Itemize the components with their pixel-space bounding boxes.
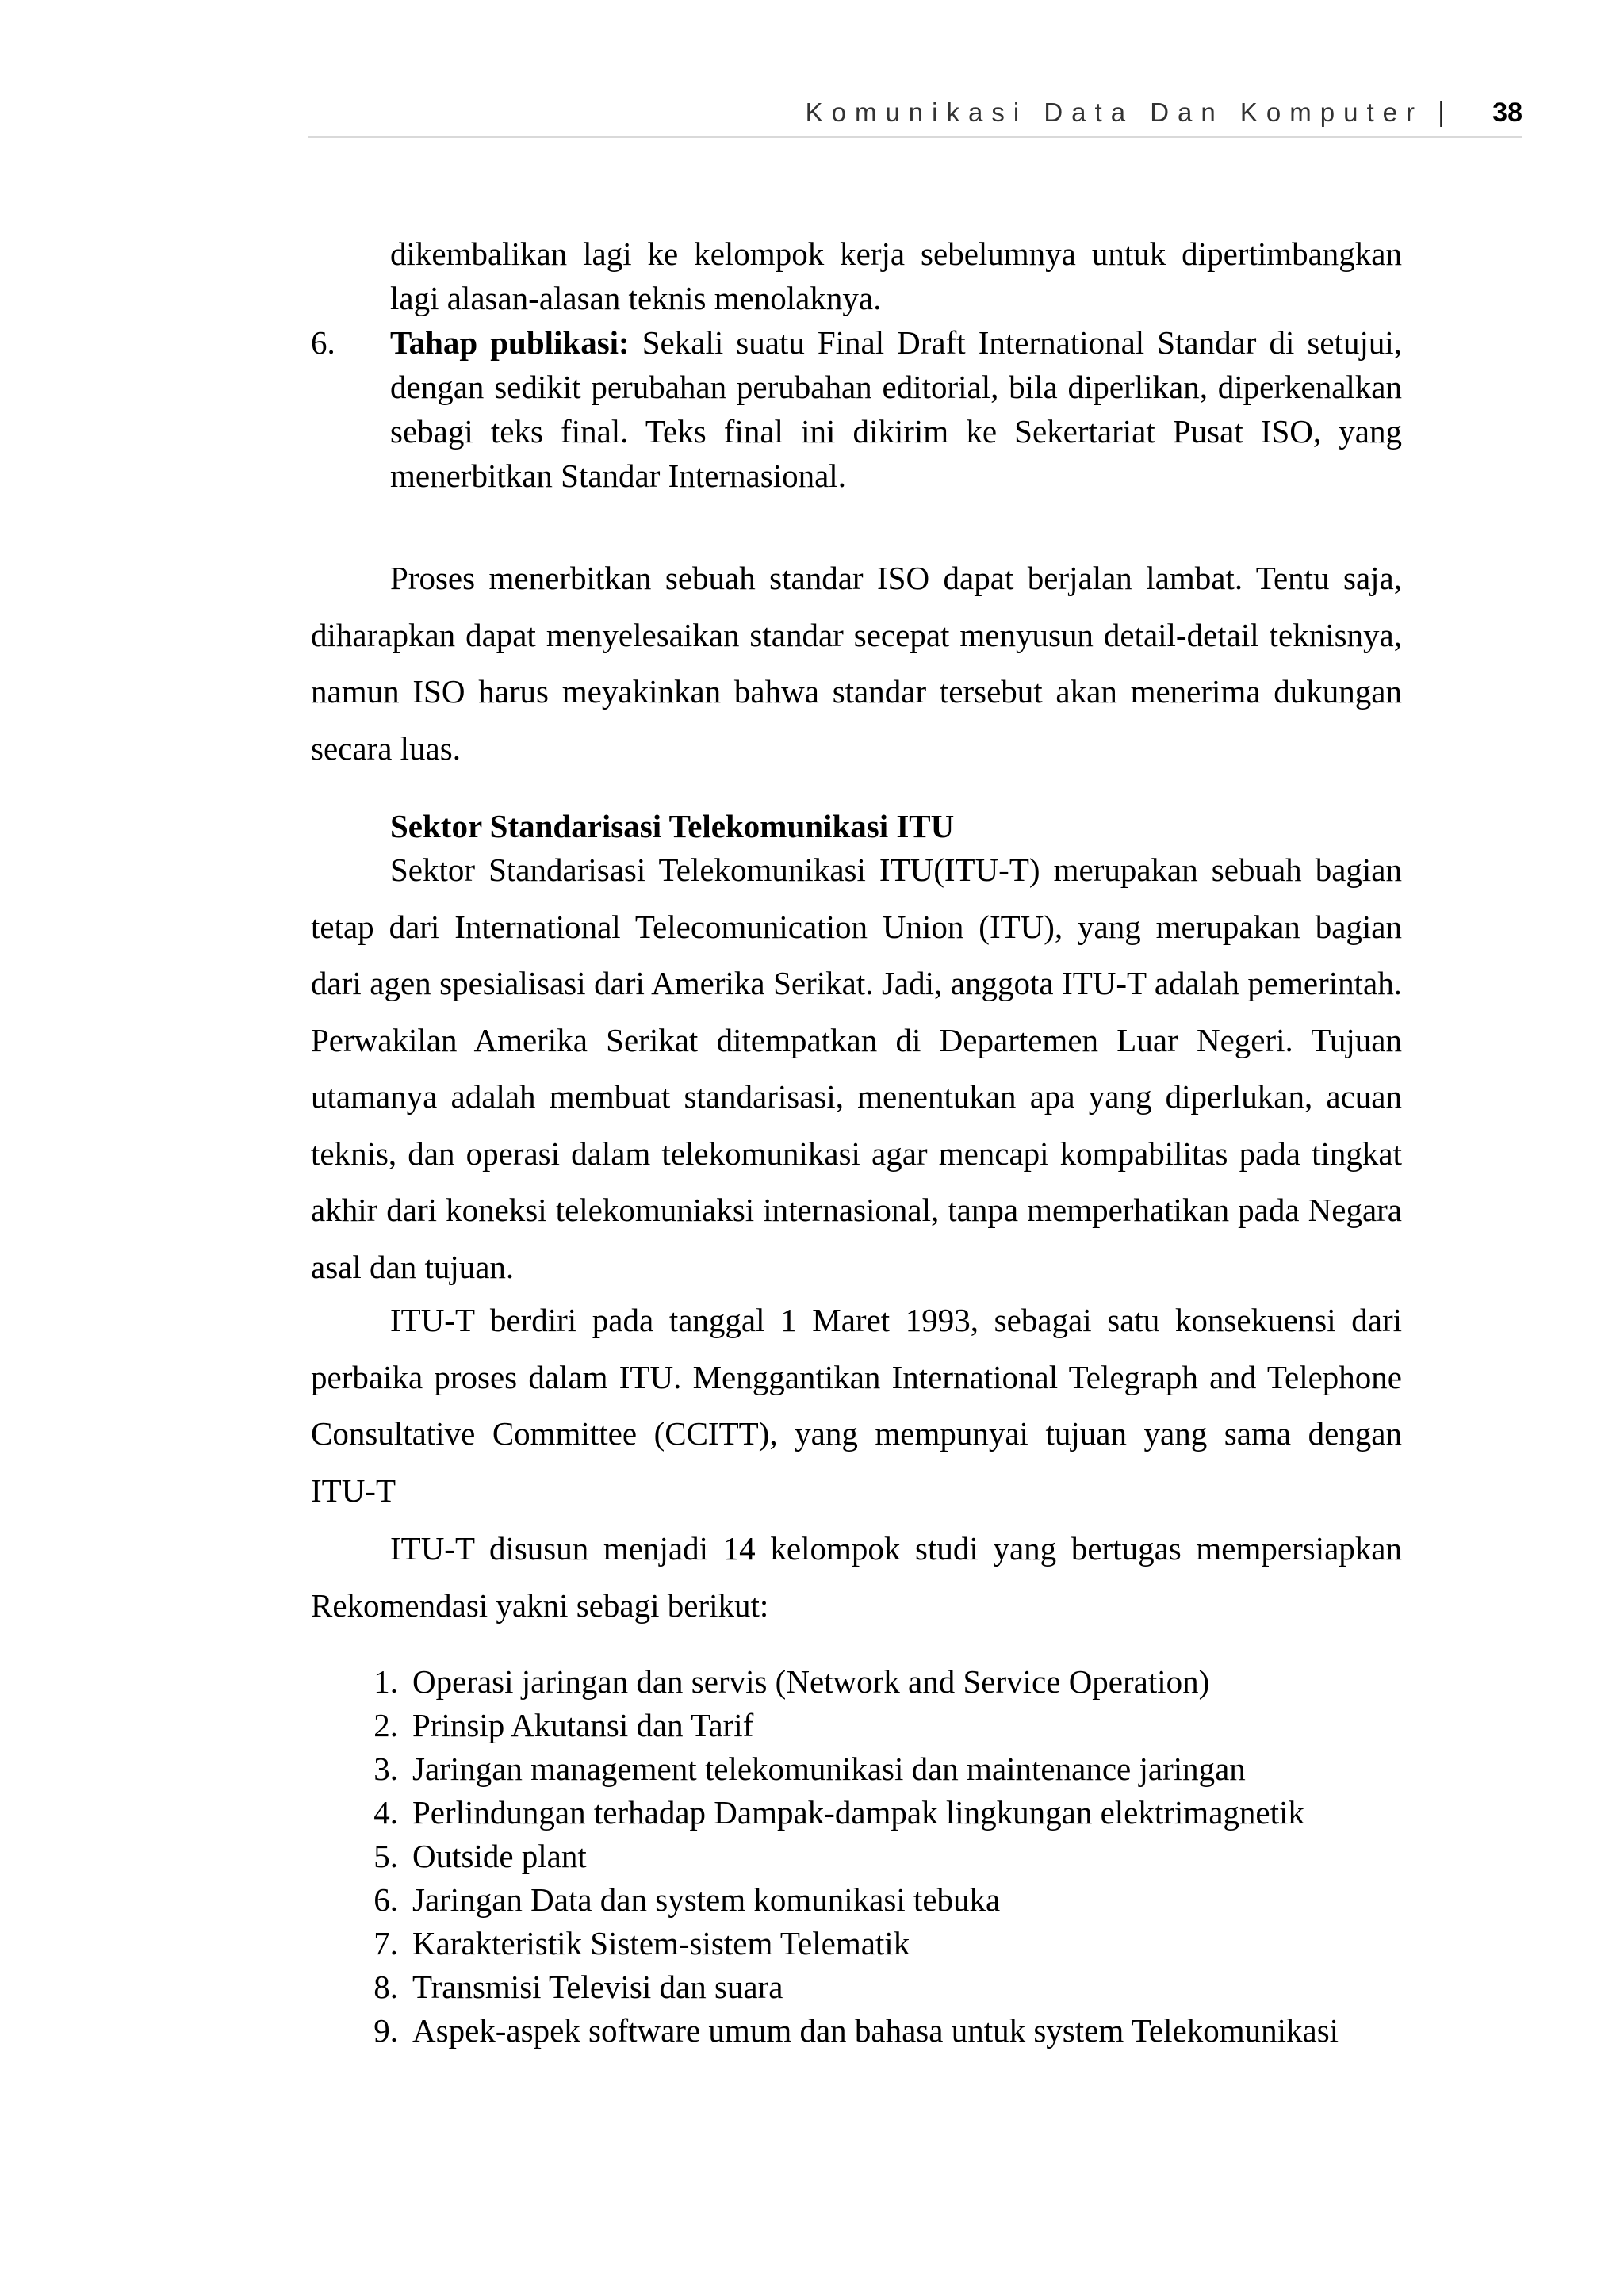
paragraph-itu-1: Sektor Standarisasi Telekomunikasi ITU(ITU-T) merupakan sebuah bagian tetap dari International Telecomunication Union (ITU), yang merupakan bagian dari agen spesialisasi dari Amerika Serikat. Jadi, anggota ITU-T adalah pemerintah. Perwakilan Amerika Serikat ditempatkan di Departemen Luar Negeri. Tujuan utamanya adalah membuat standarisasi, menentukan apa yang diperlukan, acuan teknis, dan operasi dalam telekomunikasi agar mencapi kompabilitas pada tingkat akhir dari koneksi telekomuniaksi internasional, tanpa memperhatikan pada Negara asal dan tujuan.	[311, 851, 1402, 1285]
paragraph-iso: Proses menerbitkan sebuah standar ISO dapat berjalan lambat. Tentu saja, diharapkan dapat menyelesaikan standar secepat menyusun detail-detail teknisnya, namun ISO harus meyakinkan bahwa standar tersebut akan menerima dukungan secara luas.	[311, 560, 1402, 767]
list-item-6	[311, 320, 1402, 498]
list-item-number: 8.	[373, 1969, 398, 2005]
list-item	[358, 1791, 1469, 1835]
list-item-text: Aspek-aspek software umum dan bahasa untuk system Telekomunikasi	[412, 2012, 1339, 2049]
list-item	[358, 1965, 1469, 2009]
list-item	[358, 1835, 1469, 1878]
continuation-text: dikembalikan lagi ke kelompok kerja sebelumnya untuk dipertimbangkan lagi alasan-alasan teknis menolaknya.	[390, 235, 1402, 316]
list-item-text: Prinsip Akutansi dan Tarif	[412, 1707, 754, 1743]
list-item-text: Sekali suatu Final Draft International Standar di setujui, dengan sedikit perubahan perubahan editorial, bila diperlikan, diperkenalkan sebagi teks final. Teks final ini dikirim ke Sekertariat Pusat ISO, yang menerbitkan Standar Internasional.	[390, 324, 1402, 494]
list-item-text: Karakteristik Sistem-sistem Telematik	[412, 1925, 910, 1961]
study-group-list	[358, 1660, 1469, 2053]
list-item-text: Perlindungan terhadap Dampak-dampak lingkungan elektrimagnetik	[412, 1794, 1304, 1831]
list-item-number: 4.	[373, 1794, 398, 1831]
running-header	[308, 95, 1522, 138]
list-item-number: 2.	[373, 1707, 398, 1743]
list-item-number: 5.	[373, 1838, 398, 1874]
list-item	[358, 1878, 1469, 1922]
list-item	[358, 2009, 1469, 2053]
header-separator: |	[1438, 98, 1445, 128]
list-item-number: 6.	[311, 324, 335, 361]
list-item	[358, 1922, 1469, 1965]
paragraph-itu-3: ITU-T disusun menjadi 14 kelompok studi yang bertugas mempersiapkan Rekomendasi yakni sebagi berikut:	[311, 1530, 1402, 1624]
list-item-number: 9.	[373, 2012, 398, 2049]
list-item-text: Outside plant	[412, 1838, 587, 1874]
list-item	[358, 1747, 1469, 1791]
paragraph-itu-2: ITU-T berdiri pada tanggal 1 Maret 1993, sebagai satu konsekuensi dari perbaika proses dalam ITU. Menggantikan International Telegraph and Telephone Consultative Committee (CCITT), yang mempunyai tujuan yang sama dengan ITU-T	[311, 1302, 1402, 1509]
list-item-text: Jaringan Data dan system komunikasi tebuka	[412, 1881, 1001, 1918]
list-item-number: 7.	[373, 1925, 398, 1961]
list-item	[358, 1660, 1469, 1704]
list-item-body	[390, 320, 1402, 498]
list-item-text: Jaringan management telekomunikasi dan maintenance jaringan	[412, 1751, 1246, 1787]
list-item-text: Operasi jaringan dan servis (Network and Service Operation)	[412, 1663, 1210, 1700]
list-item	[358, 1704, 1469, 1747]
page-number: 38	[1492, 98, 1522, 128]
header-title: Komunikasi Data Dan Komputer	[805, 98, 1423, 127]
list-item-number: 3.	[373, 1751, 398, 1787]
list-item-text: Transmisi Televisi dan suara	[412, 1969, 783, 2005]
list-item-number: 6.	[373, 1881, 398, 1918]
list-item-number: 1.	[373, 1663, 398, 1700]
list-item-label: Tahap publikasi:	[390, 324, 630, 361]
section-heading: Sektor Standarisasi Telekomunikasi ITU	[390, 808, 955, 844]
